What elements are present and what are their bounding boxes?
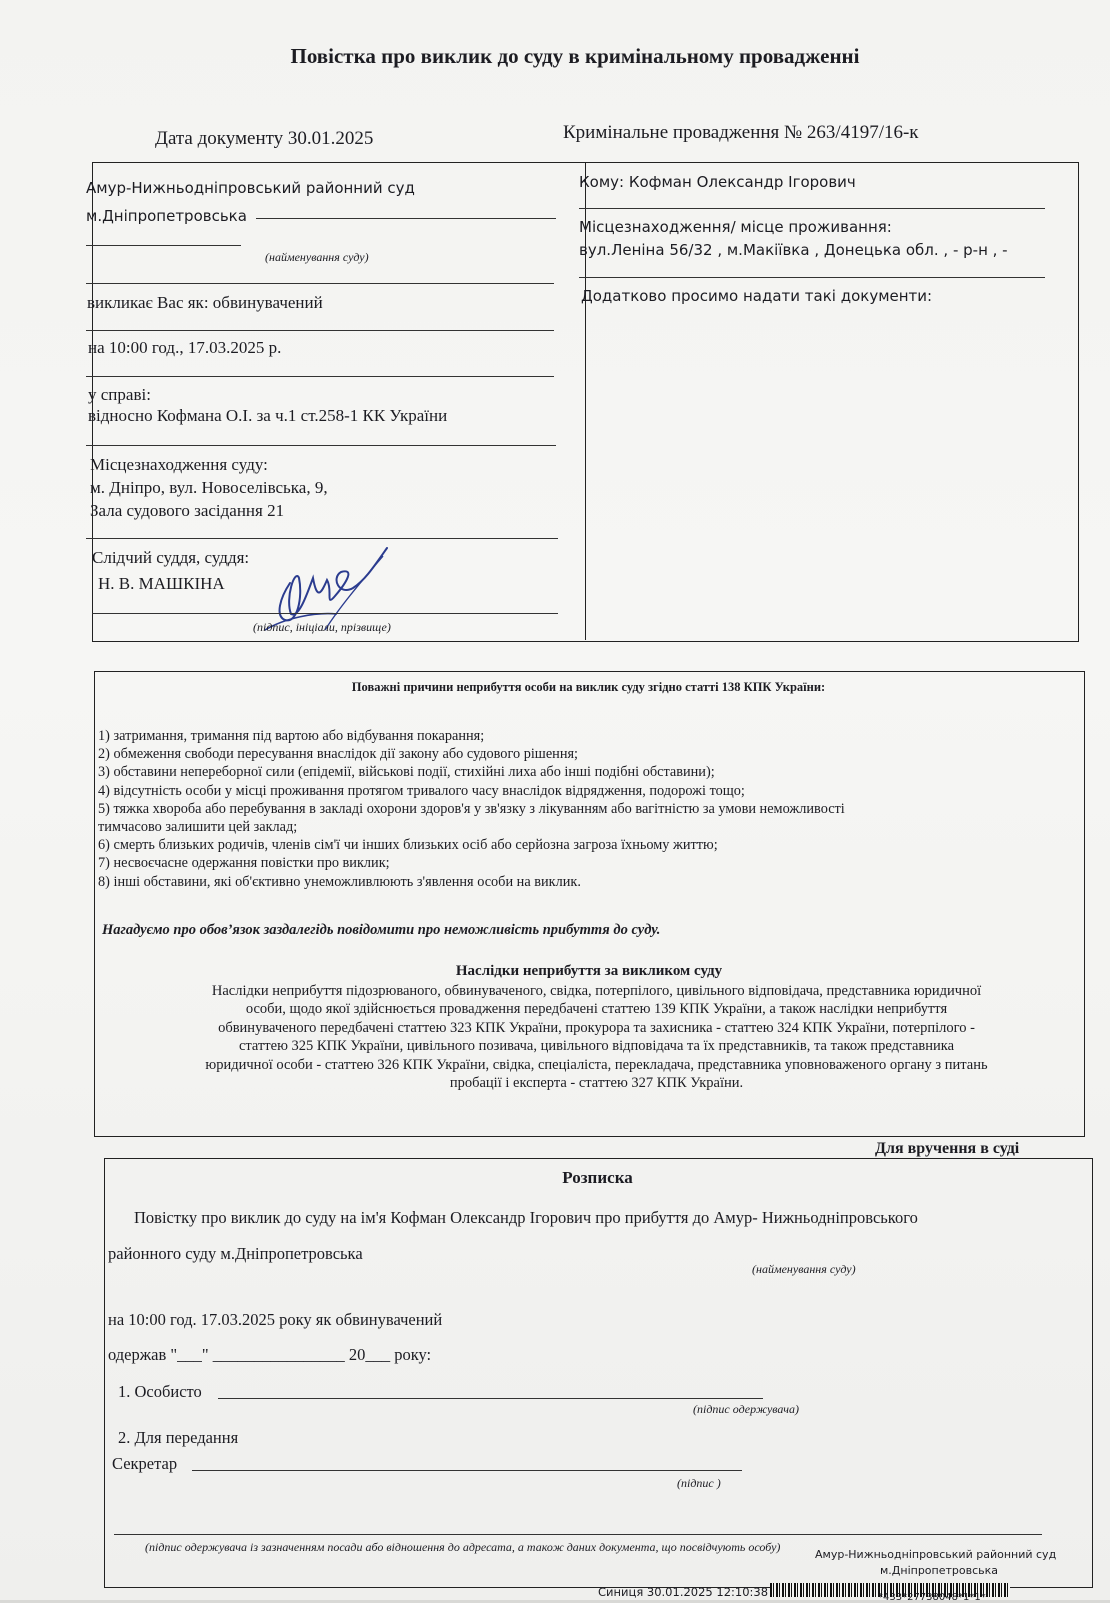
stamp-court-line2: м.Дніпропетровська bbox=[880, 1564, 999, 1577]
form-line bbox=[86, 330, 554, 331]
form-line bbox=[256, 218, 556, 219]
document-date: Дата документу 30.01.2025 bbox=[155, 128, 374, 149]
court-location-line2: Зала судового засідання 21 bbox=[90, 501, 285, 520]
form-line bbox=[86, 245, 241, 246]
case-number: Кримінальне провадження № 263/4197/16-к bbox=[563, 122, 919, 143]
court-location-line1: м. Дніпро, вул. Новоселівська, 9, bbox=[90, 478, 328, 497]
barcode-text: *433*27738048*1*1* bbox=[878, 1592, 986, 1603]
consequences-line: юридичної особи - статтею 326 КПК України, свідка, спеціаліста, перекладача, представника уповноваженого органу з питань bbox=[205, 1056, 988, 1073]
summons-role: викликає Вас як: обвинувачений bbox=[87, 293, 323, 312]
clerk-timestamp: Синиця 30.01.2025 12:10:38 bbox=[598, 1585, 769, 1599]
list-item: тимчасово залишити цей заклад; bbox=[98, 819, 298, 836]
court-name-line1: Амур-Нижньодніпровський районний суд bbox=[86, 179, 415, 197]
receipt-line1: Повістку про виклик до суду на ім'я Кофман Олександр Ігорович про прибуття до Амур- Нижньодніпровського bbox=[134, 1208, 918, 1227]
hearing-time: на 10:00 год., 17.03.2025 р. bbox=[88, 338, 282, 357]
list-item: 4) відсутність особи у місці проживання протягом тривалого часу внаслідок відрядження, подорожі тощо; bbox=[98, 782, 745, 799]
consequences-line: статтею 325 КПК України, цивільного позивача, цивільного відповідача та їх представників, та також представника bbox=[238, 1038, 955, 1055]
consequences-line: Наслідки неприбуття підозрюваного, обвинуваченого, свідка, потерпілого, цивільного відповідача, представника юридичної bbox=[211, 983, 982, 999]
residence-label: Місцезнаходження/ місце проживання: bbox=[579, 218, 892, 236]
recipient-name: Кому: Кофман Олександр Ігорович bbox=[579, 173, 856, 191]
form-line bbox=[92, 613, 558, 614]
reasons-list bbox=[98, 727, 1098, 891]
form-line bbox=[218, 1398, 763, 1399]
received-date-line: одержав "___" ________________ 20___ року: bbox=[108, 1345, 432, 1364]
document-title: Повістка про виклик до суду в кримінальному провадженні bbox=[290, 44, 860, 68]
judge-name: Н. В. МАШКІНА bbox=[98, 574, 225, 593]
reminder-note: Нагадуємо про обов’язок заздалегідь повідомити про неможливість прибуття до суду. bbox=[102, 922, 661, 938]
receipt-footer-caption: (підпис одержувача із зазначенням посади або відношення до адресата, а також даних документа, що посвідчують особу) bbox=[145, 1540, 781, 1554]
reasons-heading: Поважні причини неприбуття особи на виклик суду згідно статті 138 КПК України: bbox=[351, 680, 826, 694]
in-case-label: у справі: bbox=[88, 385, 151, 404]
for-court-note: Для вручення в суді bbox=[875, 1140, 1020, 1157]
consequences-line: особи, щодо якої здійснюється провадження передбачені статтею 139 КПК України, а також наслідки неприбуття bbox=[245, 1001, 948, 1018]
form-line bbox=[579, 277, 1045, 278]
list-item: 8) інші обставини, які об'єктивно унеможливлюють з'явлення особи на виклик. bbox=[98, 873, 581, 890]
court-name-line2: м.Дніпропетровська bbox=[86, 207, 247, 225]
list-item: 2) обмеження свободи пересування внаслідок дії закону або судового рішення; bbox=[98, 746, 579, 763]
court-name-caption: (найменування суду) bbox=[265, 250, 369, 264]
consequences-text bbox=[104, 982, 1089, 1092]
receipt-court-caption: (найменування суду) bbox=[752, 1262, 856, 1276]
consequences-heading: Наслідки неприбуття за викликом суду bbox=[455, 963, 723, 979]
stamp-court-line1: Амур-Нижньодніпровський районний суд bbox=[815, 1548, 1057, 1561]
list-item: 6) смерть близьких родичів, членів сім'ї чи інших близьких осіб або серйозна загроза їхньому життю; bbox=[98, 837, 718, 854]
list-item: 7) несвоєчасне одержання повістки про виклик; bbox=[98, 855, 390, 872]
secretary-signature-caption: (підпис ) bbox=[677, 1476, 721, 1490]
judge-label: Слідчий суддя, суддя: bbox=[92, 548, 250, 567]
receipt-line2: районного суду м.Дніпропетровська bbox=[108, 1244, 363, 1263]
in-case-value: відносно Кофмана О.І. за ч.1 ст.258-1 КК України bbox=[88, 406, 448, 425]
judge-caption: (підпис, ініціали, прізвище) bbox=[253, 620, 391, 634]
form-line bbox=[192, 1470, 742, 1471]
form-line bbox=[86, 445, 556, 446]
recipient-signature-caption: (підпис одержувача) bbox=[693, 1402, 799, 1416]
list-item: 5) тяжка хвороба або перебування в закладі охорони здоров'я у зв'язку з лікуванням або вагітністю за умови неможливості bbox=[98, 800, 845, 817]
form-line bbox=[86, 376, 554, 377]
form-line bbox=[114, 1534, 1042, 1535]
transfer-label: 2. Для передання bbox=[118, 1428, 239, 1447]
receipt-title: Розписка bbox=[562, 1168, 633, 1187]
secretary-label: Секретар bbox=[112, 1454, 178, 1473]
list-item: 3) обставини непереборної сили (епідемії, військові події, стихійні лиха або інші подібні обставини); bbox=[98, 764, 715, 781]
additional-documents: Додатково просимо надати такі документи: bbox=[581, 287, 933, 305]
consequences-line: обвинуваченого передбачені статтею 323 КПК України, прокурора та захисника - статтею 324 КПК України, потерпілого - bbox=[218, 1019, 975, 1036]
form-line bbox=[579, 208, 1045, 209]
court-location-label: Місцезнаходження суду: bbox=[90, 455, 268, 474]
list-item: 1) затримання, тримання під вартою або відбування покарання; bbox=[98, 728, 485, 744]
receipt-time: на 10:00 год. 17.03.2025 року як обвинувачений bbox=[108, 1310, 443, 1329]
consequences-line: пробації і експерта - статтею 327 КПК України. bbox=[449, 1075, 744, 1092]
personal-receipt-label: 1. Особисто bbox=[118, 1382, 202, 1401]
residence-value: вул.Леніна 56/32 , м.Макіївка , Донецька обл. , - р-н , - bbox=[579, 241, 1008, 259]
form-line bbox=[86, 283, 554, 284]
